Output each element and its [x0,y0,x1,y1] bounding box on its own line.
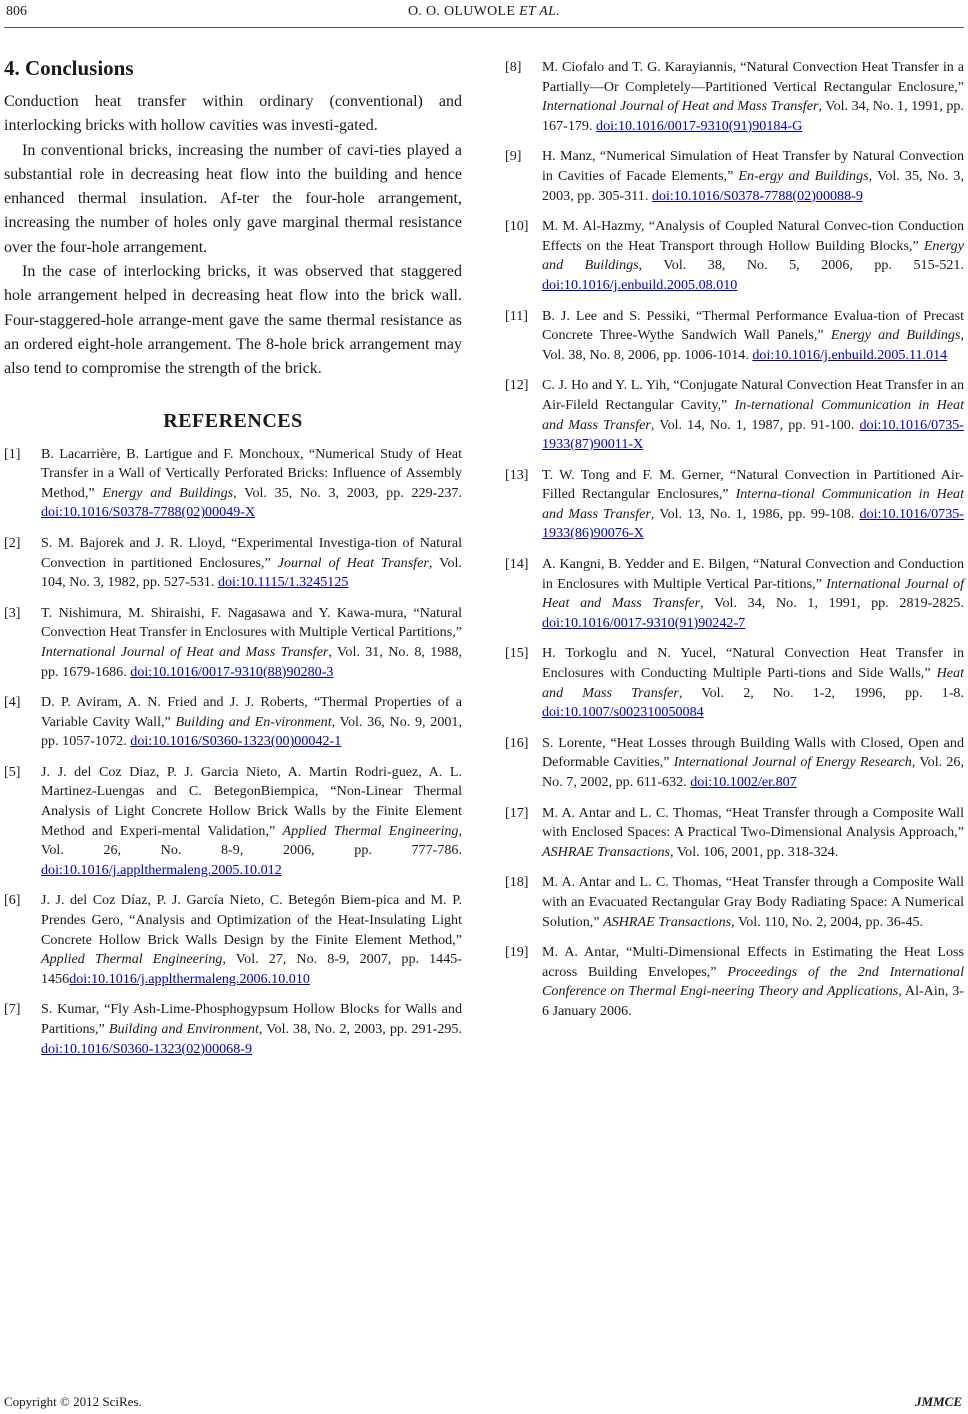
reference-item [505,644,964,722]
reference-journal: Applied Thermal Engineering [41,951,223,968]
reference-details: , Vol. 38, No. 2, 2003, pp. 291-295. [258,1021,462,1037]
reference-journal: Energy and Buildings [830,327,961,344]
reference-item [505,873,964,932]
reference-number: [13] [505,466,529,483]
reference-journal: Heat and Mass Transfer [542,665,964,701]
reference-item [4,445,462,523]
reference-journal: ASHRAE Transactions [542,843,671,860]
reference-text: A. Kangni, B. Yedder and E. Bilgen, “Natural Convection and Conduction in Enclosures with Multiple Vertical Par-titions,” [542,556,964,592]
reference-item [505,734,964,793]
reference-text: T. W. Tong and F. M. Gerner, “Natural Convection in Partitioned Air-Filled Rectangular Enclosures,” [542,466,964,503]
references-heading: REFERENCES [163,409,303,432]
running-header-authors: O. O. OLUWOLE [407,4,516,19]
reference-item [505,217,964,295]
reference-item [505,804,964,863]
reference-doi-link[interactable]: doi:10.1016/S0360-1323(02)00068-9 [41,1040,253,1057]
reference-details: , Al-Ain, 3-6 January 2006. [542,983,965,1019]
conclusions-heading: 4. Conclusions [4,56,134,80]
reference-doi-link[interactable]: doi:10.1016/j.applthermaleng.2005.10.012 [41,861,282,878]
running-header [0,4,968,20]
reference-details: , Vol. 38, No. 5, 2006, pp. 515-521. [638,257,964,274]
conclusions-paragraph: In the case of interlocking bricks, it was observed that staggered hole arrangement helped in decreasing heat flow into the brick wall. Four-staggered-hole arrange-ment gave the same thermal resistance as an ordered eight-hole arrangement. The 8-hole brick arrangement may also tend to compromise the strength of the brick. [4,263,462,378]
journal-abbrev: JMMCE [915,1394,962,1409]
conclusions-paragraph: In conventional bricks, increasing the number of cavi-ties played a substantial role in decreasing heat flow into the building and hence enhanced thermal insulation. Af-ter the four-hole arrangement, increasing the number of holes only gave marginal thermal resistance over the four-hole arrangement. [4,141,462,256]
reference-item [4,1000,462,1059]
reference-number: [17] [505,804,529,821]
reference-doi-link[interactable]: doi:10.1016/S0360-1323(00)00042-1 [130,733,342,750]
reference-text: M. M. Al-Hazmy, “Analysis of Coupled Natural Convec-tion Conduction Effects on the Heat Transport through Hollow Building Blocks,” [542,218,964,254]
reference-item [4,534,462,593]
reference-doi-link[interactable]: doi:10.1016/0017-9310(91)90184-G [596,117,803,134]
reference-item [4,891,462,989]
reference-number: [4] [4,694,21,711]
reference-doi-link[interactable]: doi:10.1016/0735-1933(87)90011-X [542,416,964,453]
reference-details: , Vol. 36, No. 9, 2001, pp. 1057-1072. [41,713,462,750]
reference-number: [5] [4,763,21,780]
reference-number: [9] [505,148,522,165]
reference-number: [7] [4,1001,21,1018]
reference-number: [3] [4,604,21,621]
reference-text: T. Nishimura, M. Shiraishi, F. Nagasawa and Y. Kawa-mura, “Natural Convection Heat Transfer in Enclosures with Multiple Vertical Partitions,” [41,604,462,641]
reference-text: J. J. del Coz Díaz, P. J. García Nieto, C. Betegón Biem-pica and M. P. Prendes Gero, “Analysis and Optimization of the Heat-Insulating Light Concrete Hollow Brick Walls Design by the Finite Element Method,” [41,892,462,948]
reference-text: S. Kumar, “Fly Ash-Lime-Phosphogypsum Hollow Blocks for Walls and Partitions,” [41,1001,462,1037]
reference-details: , Vol. 35, No. 3, 2003, pp. 305-311. [542,167,964,204]
reference-item [505,58,964,136]
reference-number: [8] [505,59,522,75]
reference-text: M. A. Antar, “Multi-Dimensional Effects in Estimating the Heat Loss across Building Envelopes,” [542,944,964,980]
reference-journal: En-ergy and Buildings [738,167,869,184]
reference-text: C. J. Ho and Y. L. Yih, “Conjugate Natural Convection Heat Transfer in an Air-Fileld Rectangular Cavity,” [542,377,964,413]
references-list-right [505,58,964,1022]
reference-details: , Vol. 14, No. 1, 1987, pp. 91-100. [650,416,860,433]
reference-details: , Vol. 34, No. 1, 1991, pp. 2819-2825. [700,595,964,612]
reference-doi-link[interactable]: doi:10.1016/S0378-7788(02)00049-X [41,504,256,521]
reference-details: , Vol. 104, No. 3, 1982, pp. 527-531. [41,554,462,591]
reference-number: [1] [4,445,21,462]
reference-number: [6] [4,892,21,909]
reference-doi-link[interactable]: doi:10.1002/er.807 [690,774,797,790]
reference-journal: Building and Environment [108,1021,259,1037]
left-column [4,56,462,1070]
reference-doi-link[interactable]: doi:10.1016/0017-9310(88)90280-3 [130,663,334,680]
reference-journal: Applied Thermal Engineering [282,822,459,839]
reference-number: [11] [505,307,528,324]
reference-number: [12] [505,377,529,394]
reference-text: M. A. Antar and L. C. Thomas, “Heat Transfer through a Composite Wall with an Evacuated Rectangular Gray Body Radiating Space: A Numerical Solution,” [542,874,964,930]
reference-details: , Vol. 106, 2001, pp. 318-324. [670,843,839,860]
reference-doi-link[interactable]: doi:10.1016/j.enbuild.2005.11.014 [752,346,948,363]
reference-details: , Vol. 31, No. 8, 1988, pp. 1679-1686. [41,643,462,680]
references-list-left [4,445,462,1060]
reference-number: [2] [4,534,21,551]
reference-journal: International Journal of Heat and Mass Transfer [542,98,819,115]
reference-item [4,604,462,682]
reference-item [505,147,964,206]
conclusions-paragraph: Conduction heat transfer within ordinary (conventional) and interlocking bricks with hollow cavities was investi-gated. [4,93,462,135]
reference-journal: Energy and Buildings [102,484,234,501]
reference-details: , Vol. 110, No. 2, 2004, pp. 36-45. [731,913,924,930]
reference-text: B. Lacarrière, B. Lartigue and F. Monchoux, “Numerical Study of Heat Transfer in a Wall of Vertically Perforated Bricks: Influence of Assembly Method,” [41,445,462,501]
reference-details: , Vol. 26, No. 8-9, 2006, pp. 777-786. [41,822,462,859]
reference-journal: Journal of Heat Transfer [277,554,429,571]
reference-item [505,943,964,1021]
right-column [505,58,964,1033]
reference-journal: International Journal of Heat and Mass Transfer [41,643,329,660]
reference-text: H. Manz, “Numerical Simulation of Heat Transfer by Natural Convection in Cavities of Facade Elements,” [542,148,964,184]
reference-text: D. P. Aviram, A. N. Fried and J. J. Roberts, “Thermal Properties of a Variable Cavity Wall,” [41,694,462,730]
reference-doi-link[interactable]: doi:10.1016/j.applthermaleng.2006.10.010 [69,970,310,987]
reference-doi-link[interactable]: doi:10.1007/s002310050084 [542,704,704,721]
reference-details: , Vol. 27, No. 8-9, 2007, pp. 1445-1456 [41,951,462,987]
reference-journal: Building and En-vironment [175,713,332,730]
reference-number: [14] [505,556,529,573]
reference-details: , Vol. 35, No. 3, 2003, pp. 229-237. [233,484,462,501]
running-header-etal: ET AL. [519,4,561,19]
reference-details: , Vol. 34, No. 1, 1991, pp. 167-179. [542,98,964,134]
reference-item [4,693,462,752]
reference-text: S. M. Bajorek and J. R. Lloyd, “Experimental Investiga-tion of Natural Convection in partitioned Enclosures,” [41,534,462,571]
reference-text: S. Lorente, “Heat Losses through Building Walls with Closed, Open and Deformable Cavities,” [542,734,964,771]
reference-text: J. J. del Coz Diaz, P. J. Garcia Nieto, A. Martin Rodri-guez, A. L. Martinez-Luengas and C. BetegonBiempica, “Non-Linear Thermal Analysis of Light Concrete Hollow Brick Walls by the Finite Element Method and Experi-mental Validation,” [41,763,462,839]
reference-doi-link[interactable]: doi:10.1016/S0378-7788(02)00088-9 [651,187,863,204]
reference-number: [16] [505,734,529,751]
reference-journal: Proceedings of the 2nd International Conference on Thermal Engi-neering Theory and Applications [542,963,964,1000]
reference-journal: International Journal of Energy Research [673,754,912,771]
copyright-notice: Copyright © 2012 SciRes. [4,1394,142,1409]
reference-journal: ASHRAE Transactions [603,913,732,930]
reference-doi-link[interactable]: doi:10.1016/0735-1933(86)90076-X [542,505,964,542]
reference-doi-link[interactable]: doi:10.1016/0017-9310(91)90242-7 [542,614,746,631]
reference-item [505,376,964,454]
reference-journal: In-ternational Communication in Heat and Mass Transfer [542,396,964,433]
reference-journal: Energy and Buildings [542,237,964,274]
reference-details: , Vol. 38, No. 8, 2006, pp. 1006-1014. [542,327,964,363]
reference-number: [19] [505,944,529,961]
reference-item [505,307,964,366]
reference-doi-link[interactable]: doi:10.1016/j.enbuild.2005.08.010 [542,276,738,293]
conclusions-section [4,56,462,382]
reference-text: B. J. Lee and S. Pessiki, “Thermal Performance Evalua-tion of Precast Concrete Three-Wythe Sandwich Wall Panels,” [542,307,964,344]
reference-details: , Vol. 2, No. 1-2, 1996, pp. 1-8. [678,684,964,701]
reference-text: M. Ciofalo and T. G. Karayiannis, “Natural Convection Heat Transfer in a Partially—Or Completely—Partitioned Vertical Rectangular Enclosure,” [542,59,964,95]
reference-text: M. A. Antar and L. C. Thomas, “Heat Transfer through a Composite Wall with Enclosed Spaces: A Practical Two-Dimensional Analysis Approach,” [542,804,964,841]
reference-item [505,555,964,633]
reference-details: , Vol. 26, No. 7, 2002, pp. 611-632. [542,754,965,790]
reference-item [4,763,462,881]
reference-number: [18] [505,874,529,891]
reference-details: , Vol. 13, No. 1, 1986, pp. 99-108. [650,505,860,522]
reference-number: [10] [505,218,529,235]
header-divider [4,27,964,28]
reference-item [505,466,964,544]
page-number: 806 [6,4,27,19]
reference-doi-link[interactable]: doi:10.1115/1.3245125 [217,574,349,591]
reference-journal: Interna-tional Communication in Heat and Mass Transfer [542,486,964,522]
reference-number: [15] [505,645,529,662]
reference-journal: International Journal of Heat and Mass Transfer [542,575,964,612]
reference-text: H. Torkoglu and N. Yucel, “Natural Convection Heat Transfer in Enclosures with Conducting Multiple Parti-tions and Side Walls,” [542,645,964,682]
